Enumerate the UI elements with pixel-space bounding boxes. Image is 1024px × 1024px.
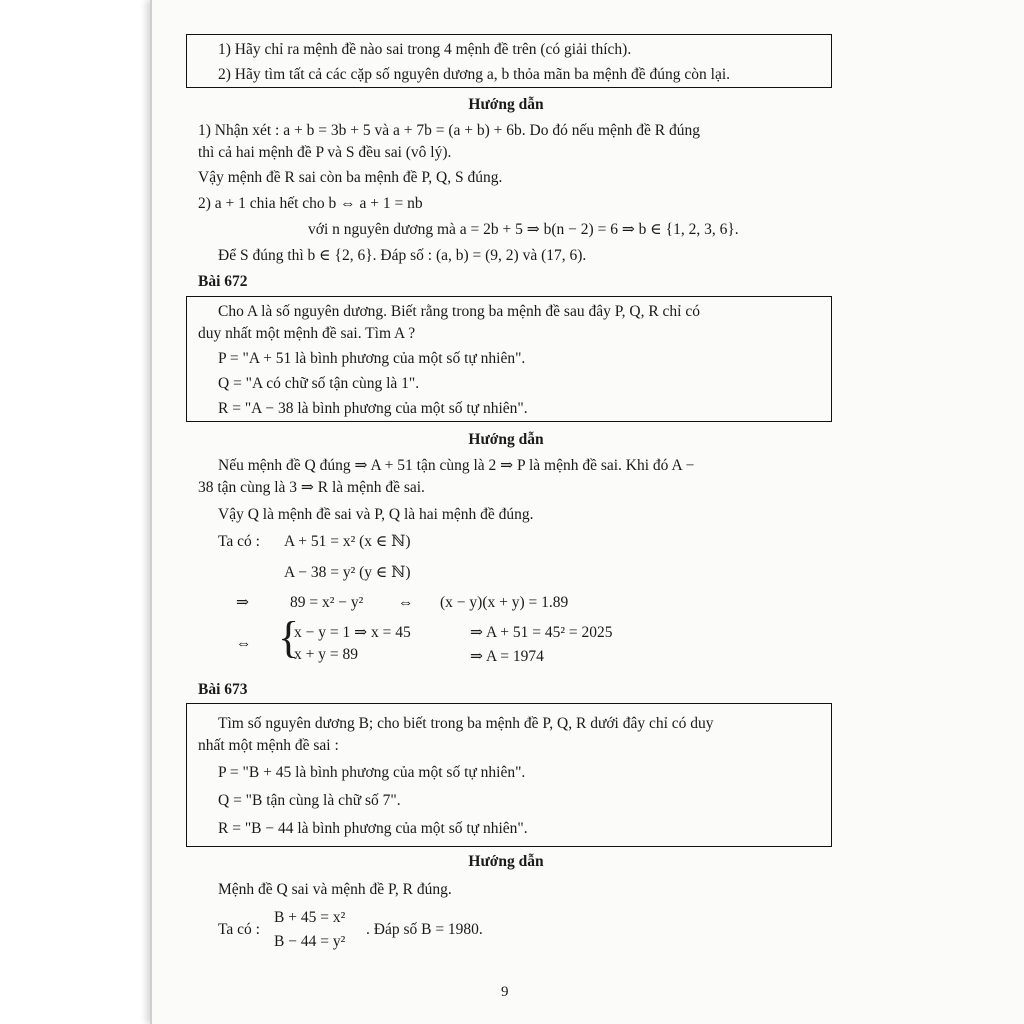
- guide672-eq4-iff: ⇔: [236, 635, 252, 652]
- ex672-statement-q: Q = "A có chữ số tận cùng là 1".: [218, 375, 420, 392]
- guide-heading-672: Hướng dẫn: [468, 431, 544, 448]
- guide673-eq-1: B + 45 = x²: [274, 909, 346, 926]
- ex673-line-2: nhất một mệnh đề sai :: [198, 737, 339, 754]
- guide-heading-673: Hướng dẫn: [468, 853, 544, 870]
- book-page: [150, 0, 1024, 1024]
- system-brace: {: [278, 613, 300, 662]
- guide1-line-4: 2) a + 1 chia hết cho b ⇔ a + 1 = nb: [198, 195, 423, 212]
- ex673-statement-p: P = "B + 45 là bình phương của một số tự nhiên".: [218, 764, 526, 781]
- guide672-line-2: 38 tận cùng là 3 ⇒ R là mệnh đề sai.: [198, 479, 425, 496]
- guide672-eq-2: A − 38 = y² (y ∈ ℕ): [284, 564, 411, 581]
- guide672-eq3-iff: ⇔: [398, 594, 414, 611]
- guide673-ta-co: Ta có :: [218, 921, 260, 938]
- guide672-system-1: x − y = 1 ⇒ x = 45: [294, 624, 411, 641]
- ex672-statement-p: P = "A + 51 là bình phương của một số tự nhiên".: [218, 350, 526, 367]
- top-box-line-2: 2) Hãy tìm tất cả các cặp số nguyên dương a, b thỏa mãn ba mệnh đề đúng còn lại.: [218, 66, 731, 83]
- ex673-statement-q: Q = "B tận cùng là chữ số 7".: [218, 792, 401, 809]
- guide672-ta-co: Ta có :: [218, 533, 260, 550]
- guide1-line-3: Vậy mệnh đề R sai còn ba mệnh đề P, Q, S đúng.: [198, 169, 503, 186]
- top-box-line-1: 1) Hãy chỉ ra mệnh đề nào sai trong 4 mệnh đề trên (có giải thích).: [218, 41, 632, 58]
- ex672-line-1: Cho A là số nguyên dương. Biết rằng trong ba mệnh đề sau đây P, Q, R chỉ có: [218, 303, 700, 320]
- guide672-line-3: Vậy Q là mệnh đề sai và P, Q là hai mệnh đề đúng.: [218, 506, 534, 523]
- exercise-672-title: Bài 672: [198, 273, 248, 290]
- guide672-eq3-right: (x − y)(x + y) = 1.89: [440, 594, 569, 611]
- guide1-line-1: 1) Nhận xét : a + b = 3b + 5 và a + 7b = (a + b) + 6b. Do đó nếu mệnh đề R đúng: [198, 122, 700, 139]
- ex672-line-2: duy nhất một mệnh đề sai. Tìm A ?: [198, 325, 416, 342]
- guide672-result-1: ⇒ A + 51 = 45² = 2025: [470, 624, 613, 641]
- ex672-statement-r: R = "A − 38 là bình phương của một số tự nhiên".: [218, 400, 528, 417]
- page-number: 9: [501, 984, 509, 1000]
- guide672-eq3-left: 89 = x² − y²: [290, 594, 364, 611]
- ex673-statement-r: R = "B − 44 là bình phương của một số tự nhiên".: [218, 820, 528, 837]
- guide672-eq3-arrow: ⇒: [236, 594, 249, 611]
- guide673-line-1: Mệnh đề Q sai và mệnh đề P, R đúng.: [218, 881, 452, 898]
- guide1-line-6: Để S đúng thì b ∈ {2, 6}. Đáp số : (a, b) = (9, 2) và (17, 6).: [218, 247, 587, 264]
- guide1-line-2: thì cả hai mệnh đề P và S đều sai (vô lý).: [198, 144, 452, 161]
- exercise-673-title: Bài 673: [198, 681, 248, 698]
- ex673-line-1: Tìm số nguyên dương B; cho biết trong ba mệnh đề P, Q, R dưới đây chỉ có duy: [218, 715, 714, 732]
- guide672-eq-1: A + 51 = x² (x ∈ ℕ): [284, 533, 411, 550]
- guide673-eq-2: B − 44 = y²: [274, 933, 346, 950]
- guide672-system-2: x + y = 89: [294, 646, 358, 663]
- guide1-line-5: với n nguyên dương mà a = 2b + 5 ⇒ b(n − 2) = 6 ⇒ b ∈ {1, 2, 3, 6}.: [308, 221, 739, 238]
- guide672-result-2: ⇒ A = 1974: [470, 648, 544, 665]
- guide672-line-1: Nếu mệnh đề Q đúng ⇒ A + 51 tận cùng là 2 ⇒ P là mệnh đề sai. Khi đó A −: [218, 457, 695, 474]
- guide-heading-1: Hướng dẫn: [468, 96, 544, 113]
- guide673-answer: . Đáp số B = 1980.: [366, 921, 483, 938]
